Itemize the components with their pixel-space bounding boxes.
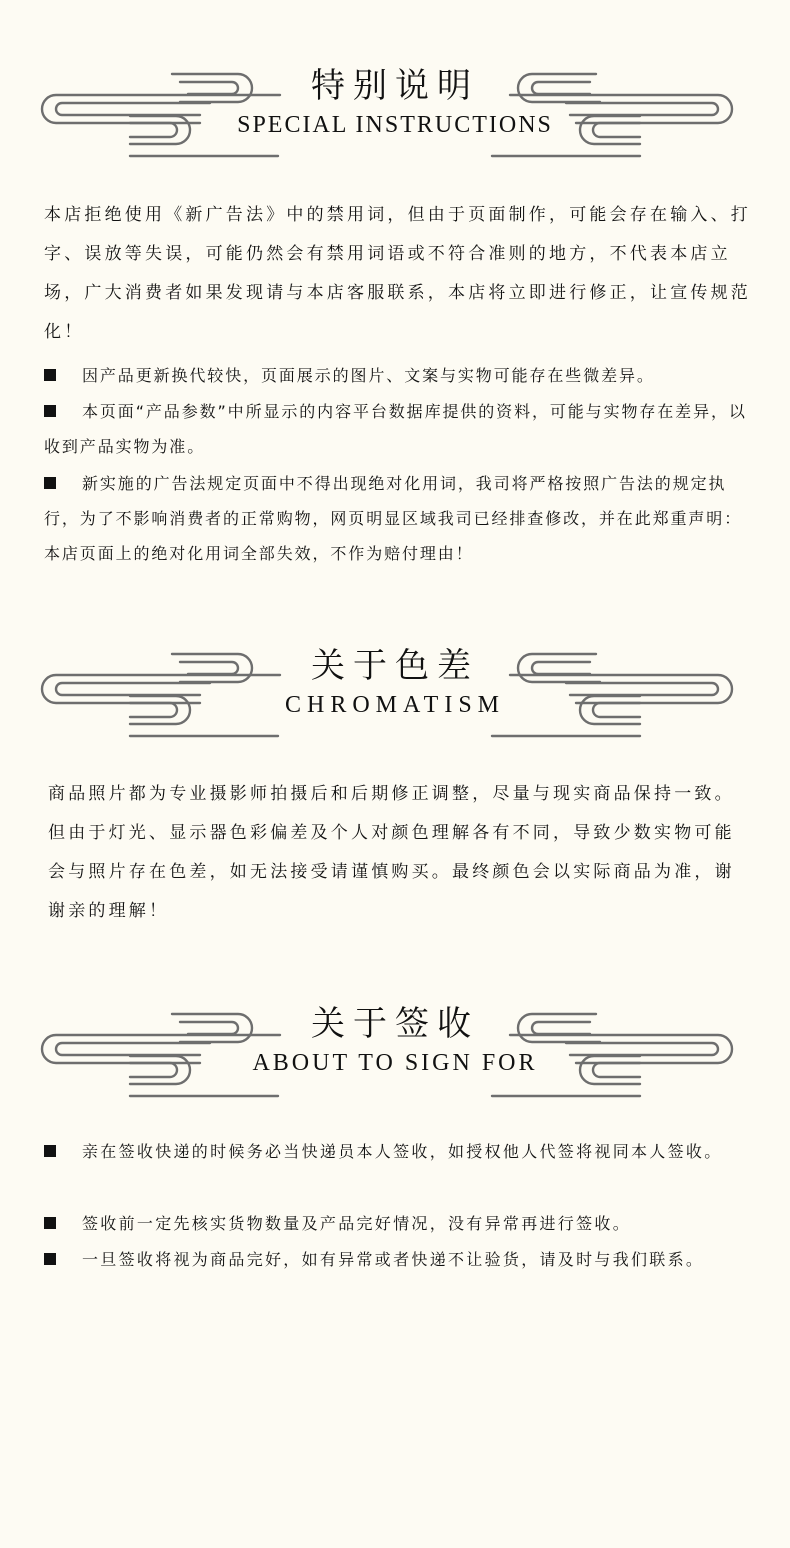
- section-title-en: CHROMATISM: [284, 692, 506, 718]
- section-header-sign-for: [0, 996, 790, 1106]
- section-paragraph: 本店拒绝使用《新广告法》中的禁用词，但由于页面制作，可能会存在输入、打字、误放等失误，可能仍然会有禁用词语或不符合准则的地方，不代表本店立场，广大消费者如果发现请与本店客服联系，本店将立即进行修正，让宣传规范化！: [44, 205, 751, 342]
- list-item: [44, 466, 756, 571]
- bullet-square-icon: [44, 1217, 56, 1229]
- section-title-en: SPECIAL INSTRUCTIONS: [237, 112, 553, 138]
- list-item: [44, 1242, 764, 1278]
- section-title-cn: 特别说明: [311, 66, 479, 106]
- section-title-en: ABOUT TO SIGN FOR: [252, 1050, 538, 1076]
- bullet-square-icon: [44, 1253, 56, 1265]
- section-title-cn: 关于签收: [311, 1004, 479, 1044]
- list-item-text: 一旦签收将视为商品完好，如有异常或者快递不让验货，请及时与我们联系。: [82, 1250, 705, 1269]
- list-item-text: 亲在签收快递的时候务必当快递员本人签收，如授权他人代签将视同本人签收。: [82, 1142, 723, 1161]
- list-item-text: 新实施的广告法规定页面中不得出现绝对化用词，我司将严格按照广告法的规定执行，为了不影响消费者的正常购物，网页明显区域我司已经排查修改，并在此郑重声明：本店页面上的绝对化用词全部失效，不作为赔付理由！: [44, 474, 743, 563]
- section-header-special-instructions: [0, 56, 790, 166]
- section-title-cn: 关于色差: [311, 646, 479, 686]
- bullet-square-icon: [44, 477, 56, 489]
- section-paragraph: 商品照片都为专业摄影师拍摄后和后期修正调整，尽量与现实商品保持一致。但由于灯光、显示器色彩偏差及个人对颜色理解各有不同，导致少数实物可能会与照片存在色差，如无法接受请谨慎购买。最终颜色会以实际商品为准，谢谢亲的理解！: [48, 784, 735, 921]
- list-item: [44, 1134, 764, 1170]
- bullet-square-icon: [44, 369, 56, 381]
- bullet-square-icon: [44, 1145, 56, 1157]
- list-item: [44, 1206, 764, 1242]
- list-item: [44, 394, 756, 464]
- list-item-text: 因产品更新换代较快，页面展示的图片、文案与实物可能存在些微差异。: [82, 366, 655, 385]
- section-header-chromatism: [0, 636, 790, 746]
- list-item: [44, 358, 756, 393]
- list-item-text: 签收前一定先核实货物数量及产品完好情况，没有异常再进行签收。: [82, 1214, 632, 1233]
- bullet-square-icon: [44, 405, 56, 417]
- list-item-text: 本页面“产品参数”中所显示的内容平台数据库提供的资料，可能与实物存在差异，以收到产品实物为准。: [44, 402, 747, 456]
